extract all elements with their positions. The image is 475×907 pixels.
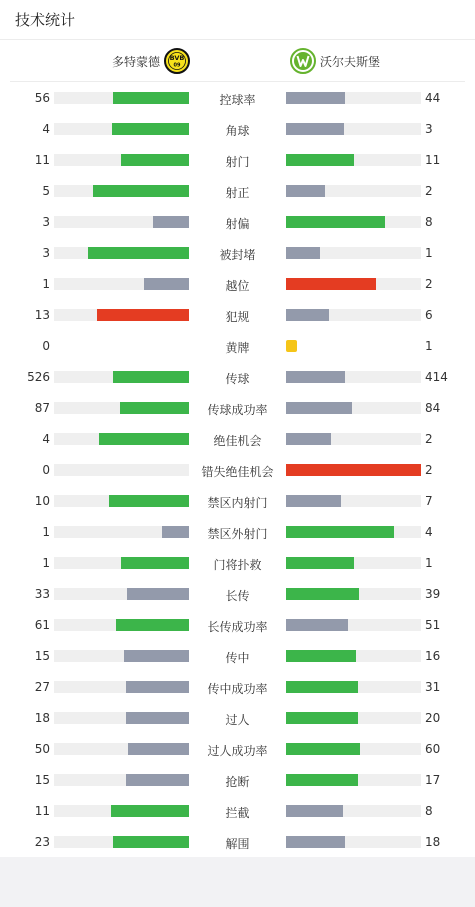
stat-label: 长传	[225, 589, 250, 603]
away-stat-value: 2	[425, 277, 433, 291]
home-stat-bar-track	[54, 650, 189, 662]
away-stat-bar-track	[286, 557, 421, 569]
away-stat-bar	[286, 526, 394, 538]
stat-row	[0, 733, 475, 764]
away-stat-value: 2	[425, 432, 433, 446]
stat-row	[0, 764, 475, 795]
home-stat-bar	[99, 433, 189, 445]
away-stat-value: 17	[425, 773, 441, 787]
away-stat-value: 6	[425, 308, 433, 322]
away-stat-value: 84	[425, 401, 441, 415]
stat-row	[0, 361, 475, 392]
away-stat-bar	[286, 712, 358, 724]
stat-label: 绝佳机会	[213, 434, 262, 448]
home-stat-bar-track	[54, 247, 189, 259]
away-stat-bar	[286, 588, 359, 600]
home-stat-bar	[126, 681, 189, 693]
home-stat-value: 27	[34, 680, 50, 694]
home-stat-bar	[120, 402, 189, 414]
away-stat-bar	[286, 247, 320, 259]
home-stat-value: 13	[34, 308, 50, 322]
yellow-card-icon	[286, 340, 297, 352]
teams-header	[10, 40, 465, 82]
stat-label: 传球	[225, 372, 250, 386]
home-stat-value: 1	[42, 277, 50, 291]
away-stat-value: 31	[425, 680, 441, 694]
away-stat-value: 16	[425, 649, 441, 663]
away-stat-value: 18	[425, 835, 441, 849]
away-stat-bar-track	[286, 743, 421, 755]
away-stat-bar-track	[286, 433, 421, 445]
stat-label: 长传成功率	[207, 620, 268, 634]
stat-label: 禁区外射门	[207, 527, 268, 541]
home-stat-bar	[153, 216, 189, 228]
away-stat-value: 3	[425, 122, 433, 136]
stat-label: 过人	[225, 713, 250, 727]
home-stat-bar-track	[54, 216, 189, 228]
home-stat-value: 4	[42, 432, 50, 446]
home-stat-bar	[144, 278, 189, 290]
away-stat-bar	[286, 650, 356, 662]
home-stat-value: 526	[27, 370, 50, 384]
away-stat-value: 11	[425, 153, 441, 167]
home-stat-value: 18	[34, 711, 50, 725]
away-stat-value: 414	[425, 370, 448, 384]
away-stat-value: 2	[425, 184, 433, 198]
home-stat-bar	[126, 712, 189, 724]
home-stat-bar-track	[54, 433, 189, 445]
home-stat-value: 11	[34, 153, 50, 167]
away-stat-bar	[286, 774, 358, 786]
home-stat-value: 0	[42, 339, 50, 353]
stat-row	[0, 795, 475, 826]
stat-label: 禁区内射门	[207, 496, 268, 510]
away-stat-value: 44	[425, 91, 441, 105]
home-stat-bar	[121, 557, 189, 569]
stat-row	[0, 671, 475, 702]
stat-label: 越位	[225, 279, 250, 293]
home-stat-bar-track	[54, 464, 189, 476]
away-stat-bar	[286, 681, 358, 693]
away-stat-bar-track	[286, 123, 421, 135]
away-stat-bar-track	[286, 650, 421, 662]
stat-label: 角球	[225, 124, 250, 138]
bvb-crest-icon	[164, 48, 190, 74]
home-stat-bar	[116, 619, 189, 631]
away-stat-bar	[286, 402, 352, 414]
home-stat-value: 61	[34, 618, 50, 632]
away-stat-bar	[286, 464, 421, 476]
away-stat-bar	[286, 433, 331, 445]
stat-label: 被封堵	[219, 248, 256, 262]
home-stat-bar	[126, 774, 189, 786]
home-stat-bar-track	[54, 185, 189, 197]
away-stat-bar	[286, 278, 376, 290]
home-stat-bar-track	[54, 836, 189, 848]
home-stat-bar	[162, 526, 189, 538]
stat-row	[0, 578, 475, 609]
home-stat-bar	[127, 588, 189, 600]
stat-label: 错失绝佳机会	[201, 465, 274, 479]
stat-row	[0, 330, 475, 361]
home-stat-value: 23	[34, 835, 50, 849]
home-stat-bar-track	[54, 123, 189, 135]
away-stat-value: 60	[425, 742, 441, 756]
home-stat-bar	[97, 309, 189, 321]
home-team	[112, 48, 190, 74]
home-stat-value: 11	[34, 804, 50, 818]
away-stat-bar	[286, 743, 360, 755]
home-stat-value: 15	[34, 649, 50, 663]
home-stat-bar-track	[54, 557, 189, 569]
home-stat-bar-track	[54, 278, 189, 290]
away-stat-bar-track	[286, 805, 421, 817]
vfl-wolfsburg-crest-icon	[290, 48, 316, 74]
away-stat-bar	[286, 185, 325, 197]
away-stat-bar-track	[286, 774, 421, 786]
stat-label: 黄牌	[225, 341, 250, 355]
away-stat-bar-track	[286, 495, 421, 507]
home-stat-bar-track	[54, 805, 189, 817]
away-stat-bar	[286, 805, 343, 817]
stat-row	[0, 423, 475, 454]
away-stat-bar-track	[286, 681, 421, 693]
stats-list	[0, 82, 475, 857]
home-stat-bar	[124, 650, 189, 662]
away-stat-bar	[286, 154, 354, 166]
home-stat-value: 1	[42, 556, 50, 570]
home-stat-bar-track	[54, 774, 189, 786]
stat-label: 门将扑救	[213, 558, 262, 572]
home-stat-bar-track	[54, 371, 189, 383]
home-stat-bar-track	[54, 402, 189, 414]
away-stat-value: 20	[425, 711, 441, 725]
home-stat-value: 5	[42, 184, 50, 198]
away-stat-value: 2	[425, 463, 433, 477]
stat-label: 拦截	[225, 806, 250, 820]
away-stat-value: 4	[425, 525, 433, 539]
stat-label: 传球成功率	[207, 403, 268, 417]
stat-row	[0, 144, 475, 175]
home-stat-bar-track	[54, 681, 189, 693]
away-stat-bar-track	[286, 619, 421, 631]
home-stat-bar	[113, 836, 189, 848]
stat-row	[0, 175, 475, 206]
away-stat-value: 51	[425, 618, 441, 632]
home-stat-value: 4	[42, 122, 50, 136]
stat-row	[0, 485, 475, 516]
away-stat-bar	[286, 557, 354, 569]
home-stat-bar-track	[54, 743, 189, 755]
stat-row	[0, 609, 475, 640]
home-stat-bar-track	[54, 526, 189, 538]
home-stat-bar	[88, 247, 189, 259]
away-stat-bar	[286, 309, 329, 321]
home-stat-bar	[93, 185, 189, 197]
away-stat-bar-track	[286, 402, 421, 414]
away-stat-value: 1	[425, 556, 433, 570]
away-stat-bar-track	[286, 526, 421, 538]
stat-label: 射偏	[225, 217, 250, 231]
stat-row	[0, 826, 475, 857]
stat-row	[0, 702, 475, 733]
svg-text:BVB: BVB	[169, 54, 185, 62]
home-stat-bar-track	[54, 588, 189, 600]
stat-label: 抢断	[225, 775, 250, 789]
stat-row	[0, 82, 475, 113]
away-team	[290, 48, 380, 74]
home-stat-value: 1	[42, 525, 50, 539]
home-stat-value: 56	[34, 91, 50, 105]
stat-label: 解围	[225, 837, 250, 851]
away-stat-bar	[286, 836, 345, 848]
away-stat-bar-track	[286, 712, 421, 724]
home-stat-bar	[113, 371, 189, 383]
home-stat-value: 3	[42, 246, 50, 260]
home-stat-bar-track	[54, 619, 189, 631]
home-stat-bar-track	[54, 154, 189, 166]
away-stat-bar-track	[286, 185, 421, 197]
away-stat-bar	[286, 92, 345, 104]
away-stat-bar-track	[286, 278, 421, 290]
stat-label: 射正	[225, 186, 250, 200]
home-team-name: 多特蒙德	[112, 54, 161, 69]
svg-text:09: 09	[173, 62, 181, 69]
away-stat-bar	[286, 495, 341, 507]
stat-row	[0, 454, 475, 485]
home-stat-value: 87	[34, 401, 50, 415]
stat-row	[0, 113, 475, 144]
away-stat-bar	[286, 216, 385, 228]
home-stat-value: 15	[34, 773, 50, 787]
home-stat-value: 10	[34, 494, 50, 508]
away-stat-bar-track	[286, 92, 421, 104]
stat-row	[0, 299, 475, 330]
stat-label: 过人成功率	[207, 744, 268, 758]
stat-row	[0, 392, 475, 423]
stat-row	[0, 516, 475, 547]
home-stat-bar	[121, 154, 189, 166]
home-stat-bar-track	[54, 495, 189, 507]
section-title: 技术统计	[0, 0, 475, 40]
away-stat-bar	[286, 371, 345, 383]
home-stat-bar	[111, 805, 189, 817]
away-stat-value: 39	[425, 587, 441, 601]
stat-row	[0, 206, 475, 237]
stat-row	[0, 640, 475, 671]
stat-label: 控球率	[219, 93, 256, 107]
away-stat-bar-track	[286, 371, 421, 383]
away-stat-bar	[286, 619, 348, 631]
home-stat-bar-track	[54, 309, 189, 321]
away-stat-bar-track	[286, 216, 421, 228]
stat-row	[0, 547, 475, 578]
home-stat-value: 3	[42, 215, 50, 229]
home-stat-bar	[113, 92, 189, 104]
away-stat-bar	[286, 123, 344, 135]
stat-row	[0, 237, 475, 268]
home-stat-bar-track	[54, 92, 189, 104]
away-stat-bar-track	[286, 836, 421, 848]
home-stat-bar-track	[54, 712, 189, 724]
stat-row	[0, 268, 475, 299]
home-stat-bar	[112, 123, 189, 135]
away-stat-bar-track	[286, 154, 421, 166]
away-team-name: 沃尔夫斯堡	[320, 54, 381, 69]
away-stat-bar-track	[286, 464, 421, 476]
home-stat-value: 50	[34, 742, 50, 756]
stat-label: 传中	[225, 651, 250, 665]
home-stat-bar	[109, 495, 189, 507]
away-stat-value: 1	[425, 246, 433, 260]
away-stat-value: 7	[425, 494, 433, 508]
away-stat-value: 8	[425, 215, 433, 229]
stat-label: 射门	[225, 155, 250, 169]
away-stat-bar-track	[286, 588, 421, 600]
away-stat-bar-track	[286, 247, 421, 259]
home-stat-value: 0	[42, 463, 50, 477]
away-stat-value: 8	[425, 804, 433, 818]
stat-label: 犯规	[225, 310, 250, 324]
away-stat-value: 1	[425, 339, 433, 353]
stat-label: 传中成功率	[207, 682, 268, 696]
away-stat-bar-track	[286, 309, 421, 321]
home-stat-bar	[128, 743, 189, 755]
home-stat-value: 33	[34, 587, 50, 601]
